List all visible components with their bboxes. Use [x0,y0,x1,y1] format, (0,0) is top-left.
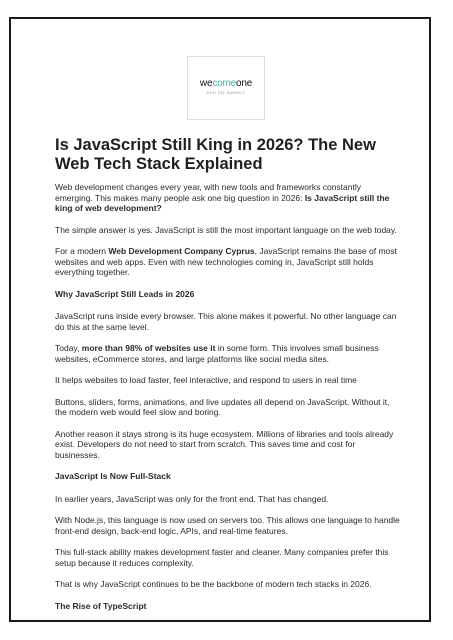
logo-tagline: DIGI TAL AGENCY [206,91,246,95]
paragraph-backbone: That is why JavaScript continues to be the backbone of modern tech stacks in 2026. [55,579,372,589]
heading-typescript: The Rise of TypeScript [55,600,147,611]
heading-full-stack: JavaScript Is Now Full-Stack [55,471,171,481]
paragraph-front-end: In earlier years, JavaScript was only for the front end. That has changed. [55,493,329,504]
paragraph-speed: It helps websites to load faster, feel interactive, and respond to users in real time [55,375,357,385]
paragraph-company: For a modern Web Development Company Cyprus, JavaScript remains the base of most websites and web apps. Even with new technologies coming in, JavaScript still holds everything together. [55,246,397,277]
paragraph-full-stack: This full-stack ability makes development faster and cleaner. Many companies prefer this setup because it reduces complexity. [55,547,389,568]
paragraph-browser: JavaScript runs inside every browser. This alone makes it powerful. No other language can do this at the same level. [55,311,397,332]
logo-wordmark: wecomeone [199,78,253,89]
company-logo [187,56,265,120]
usage-stat: more than 98% of websites use it [81,343,216,353]
paragraph-usage: Today, more than 98% of websites use it in some form. This involves small business websites, eCommerce stores, and large platforms like social media sites. [55,343,379,364]
paragraph-answer: The simple answer is yes. JavaScript is still the most important language on the web today. [55,224,397,235]
heading-why-leads: Why JavaScript Still Leads in 2026 [55,288,195,299]
paragraph-interactive: Buttons, sliders, forms, animations, and live updates all depend on JavaScript. Without it, the modern web would feel slow and boring. [55,396,390,417]
paragraph-nodejs: With Node.js, this language is now used on servers too. This allows one language to handle front-end design, back-end logic, APIs, and real-time features. [55,515,400,536]
article-title: Is JavaScript Still King in 2026? The New Web Tech Stack Explained [55,136,376,173]
intro-paragraph: Web development changes every year, with new tools and frameworks constantly emerging. This makes many people ask one big question in 2026: Is JavaScript still the king of web development? [55,182,390,213]
article-body [55,136,400,623]
intro-question: Is JavaScript still the king of web development? [55,192,390,213]
paragraph-ecosystem: Another reason it stays strong is its huge ecosystem. Millions of libraries and tools already exist. Developers do not need to start from scratch. This saves time and cost for businesses. [55,428,394,460]
company-keyword: Web Development Company Cyprus [108,246,255,256]
